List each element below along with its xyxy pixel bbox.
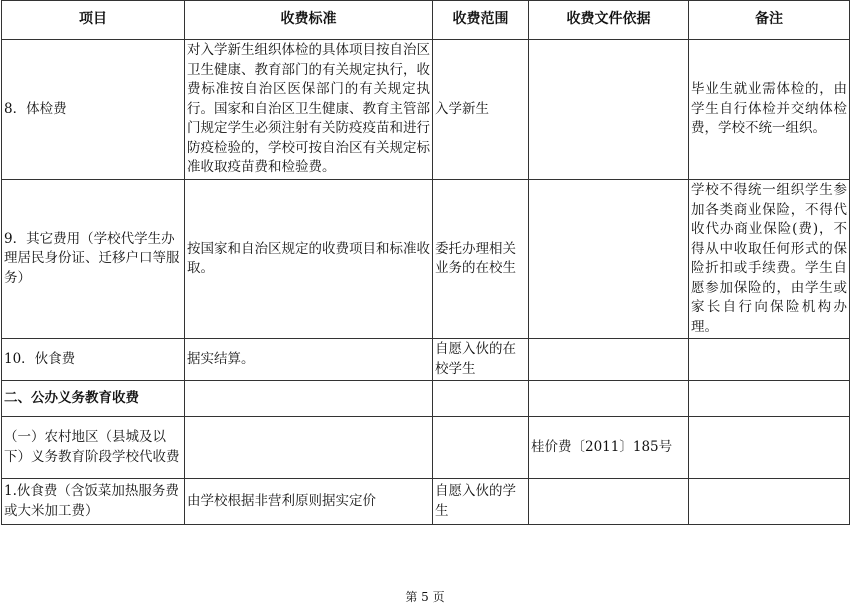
cell-standard: [185, 417, 433, 479]
cell-basis: [529, 479, 689, 525]
header-scope: 收费范围: [433, 1, 529, 40]
header-note: 备注: [689, 1, 850, 40]
header-item: 项目: [2, 1, 185, 40]
table-row-physical-exam: [2, 40, 850, 180]
cell-standard: 按国家和自治区规定的收费项目和标准收取。: [185, 180, 433, 339]
cell-item: 1.伙食费（含饭菜加热服务费或大米加工费）: [2, 479, 185, 525]
table-row-meal-fee: [2, 479, 850, 525]
header-standard: 收费标准: [185, 1, 433, 40]
cell-standard: 据实结算。: [185, 339, 433, 381]
cell-note: 学校不得统一组织学生参加各类商业保险，不得代收代办商业保险(费)，不得从中收取任何形式的保险折扣或手续费。学生自愿参加保险的，由学生或家长自行向保险机构办理。: [689, 180, 850, 339]
cell-standard: [185, 381, 433, 417]
cell-scope: 委托办理相关业务的在校生: [433, 180, 529, 339]
cell-note: [689, 339, 850, 381]
table-row-rural-collection: [2, 417, 850, 479]
cell-standard: 由学校根据非营利原则据实定价: [185, 479, 433, 525]
cell-scope: 自愿入伙的在校学生: [433, 339, 529, 381]
cell-scope: [433, 381, 529, 417]
cell-scope: 自愿入伙的学生: [433, 479, 529, 525]
cell-scope: 入学新生: [433, 40, 529, 180]
cell-basis: 桂价费〔2011〕185号: [529, 417, 689, 479]
cell-basis: [529, 40, 689, 180]
table-row-board-fee: [2, 339, 850, 381]
cell-note: [689, 381, 850, 417]
cell-basis: [529, 381, 689, 417]
fee-table: [1, 0, 850, 525]
cell-item: 10．伙食费: [2, 339, 185, 381]
cell-item: （一）农村地区（县城及以下）义务教育阶段学校代收费: [2, 417, 185, 479]
cell-standard: 对入学新生组织体检的具体项目按自治区卫生健康、教育部门的有关规定执行，收费标准按自治区医保部门的有关规定执行。国家和自治区卫生健康、教育主管部门规定学生必须注射有关防疫疫苗和进行防疫检验的，学校可按自治区有关规定标准收取疫苗费和检验费。: [185, 40, 433, 180]
cell-basis: [529, 339, 689, 381]
cell-basis: [529, 180, 689, 339]
cell-note: [689, 479, 850, 525]
cell-item: 9．其它费用（学校代学生办理居民身份证、迁移户口等服务）: [2, 180, 185, 339]
header-basis: 收费文件依据: [529, 1, 689, 40]
table-row-section-compulsory: [2, 381, 850, 417]
page-number: 第 5 页: [405, 590, 445, 604]
section-heading: 二、公办义务教育收费: [2, 381, 185, 417]
table-header-row: [2, 1, 850, 40]
table-row-other-fees: [2, 180, 850, 339]
cell-scope: [433, 417, 529, 479]
cell-note: 毕业生就业需体检的，由学生自行体检并交纳体检费，学校不统一组织。: [689, 40, 850, 180]
cell-note: [689, 417, 850, 479]
cell-item: 8．体检费: [2, 40, 185, 180]
